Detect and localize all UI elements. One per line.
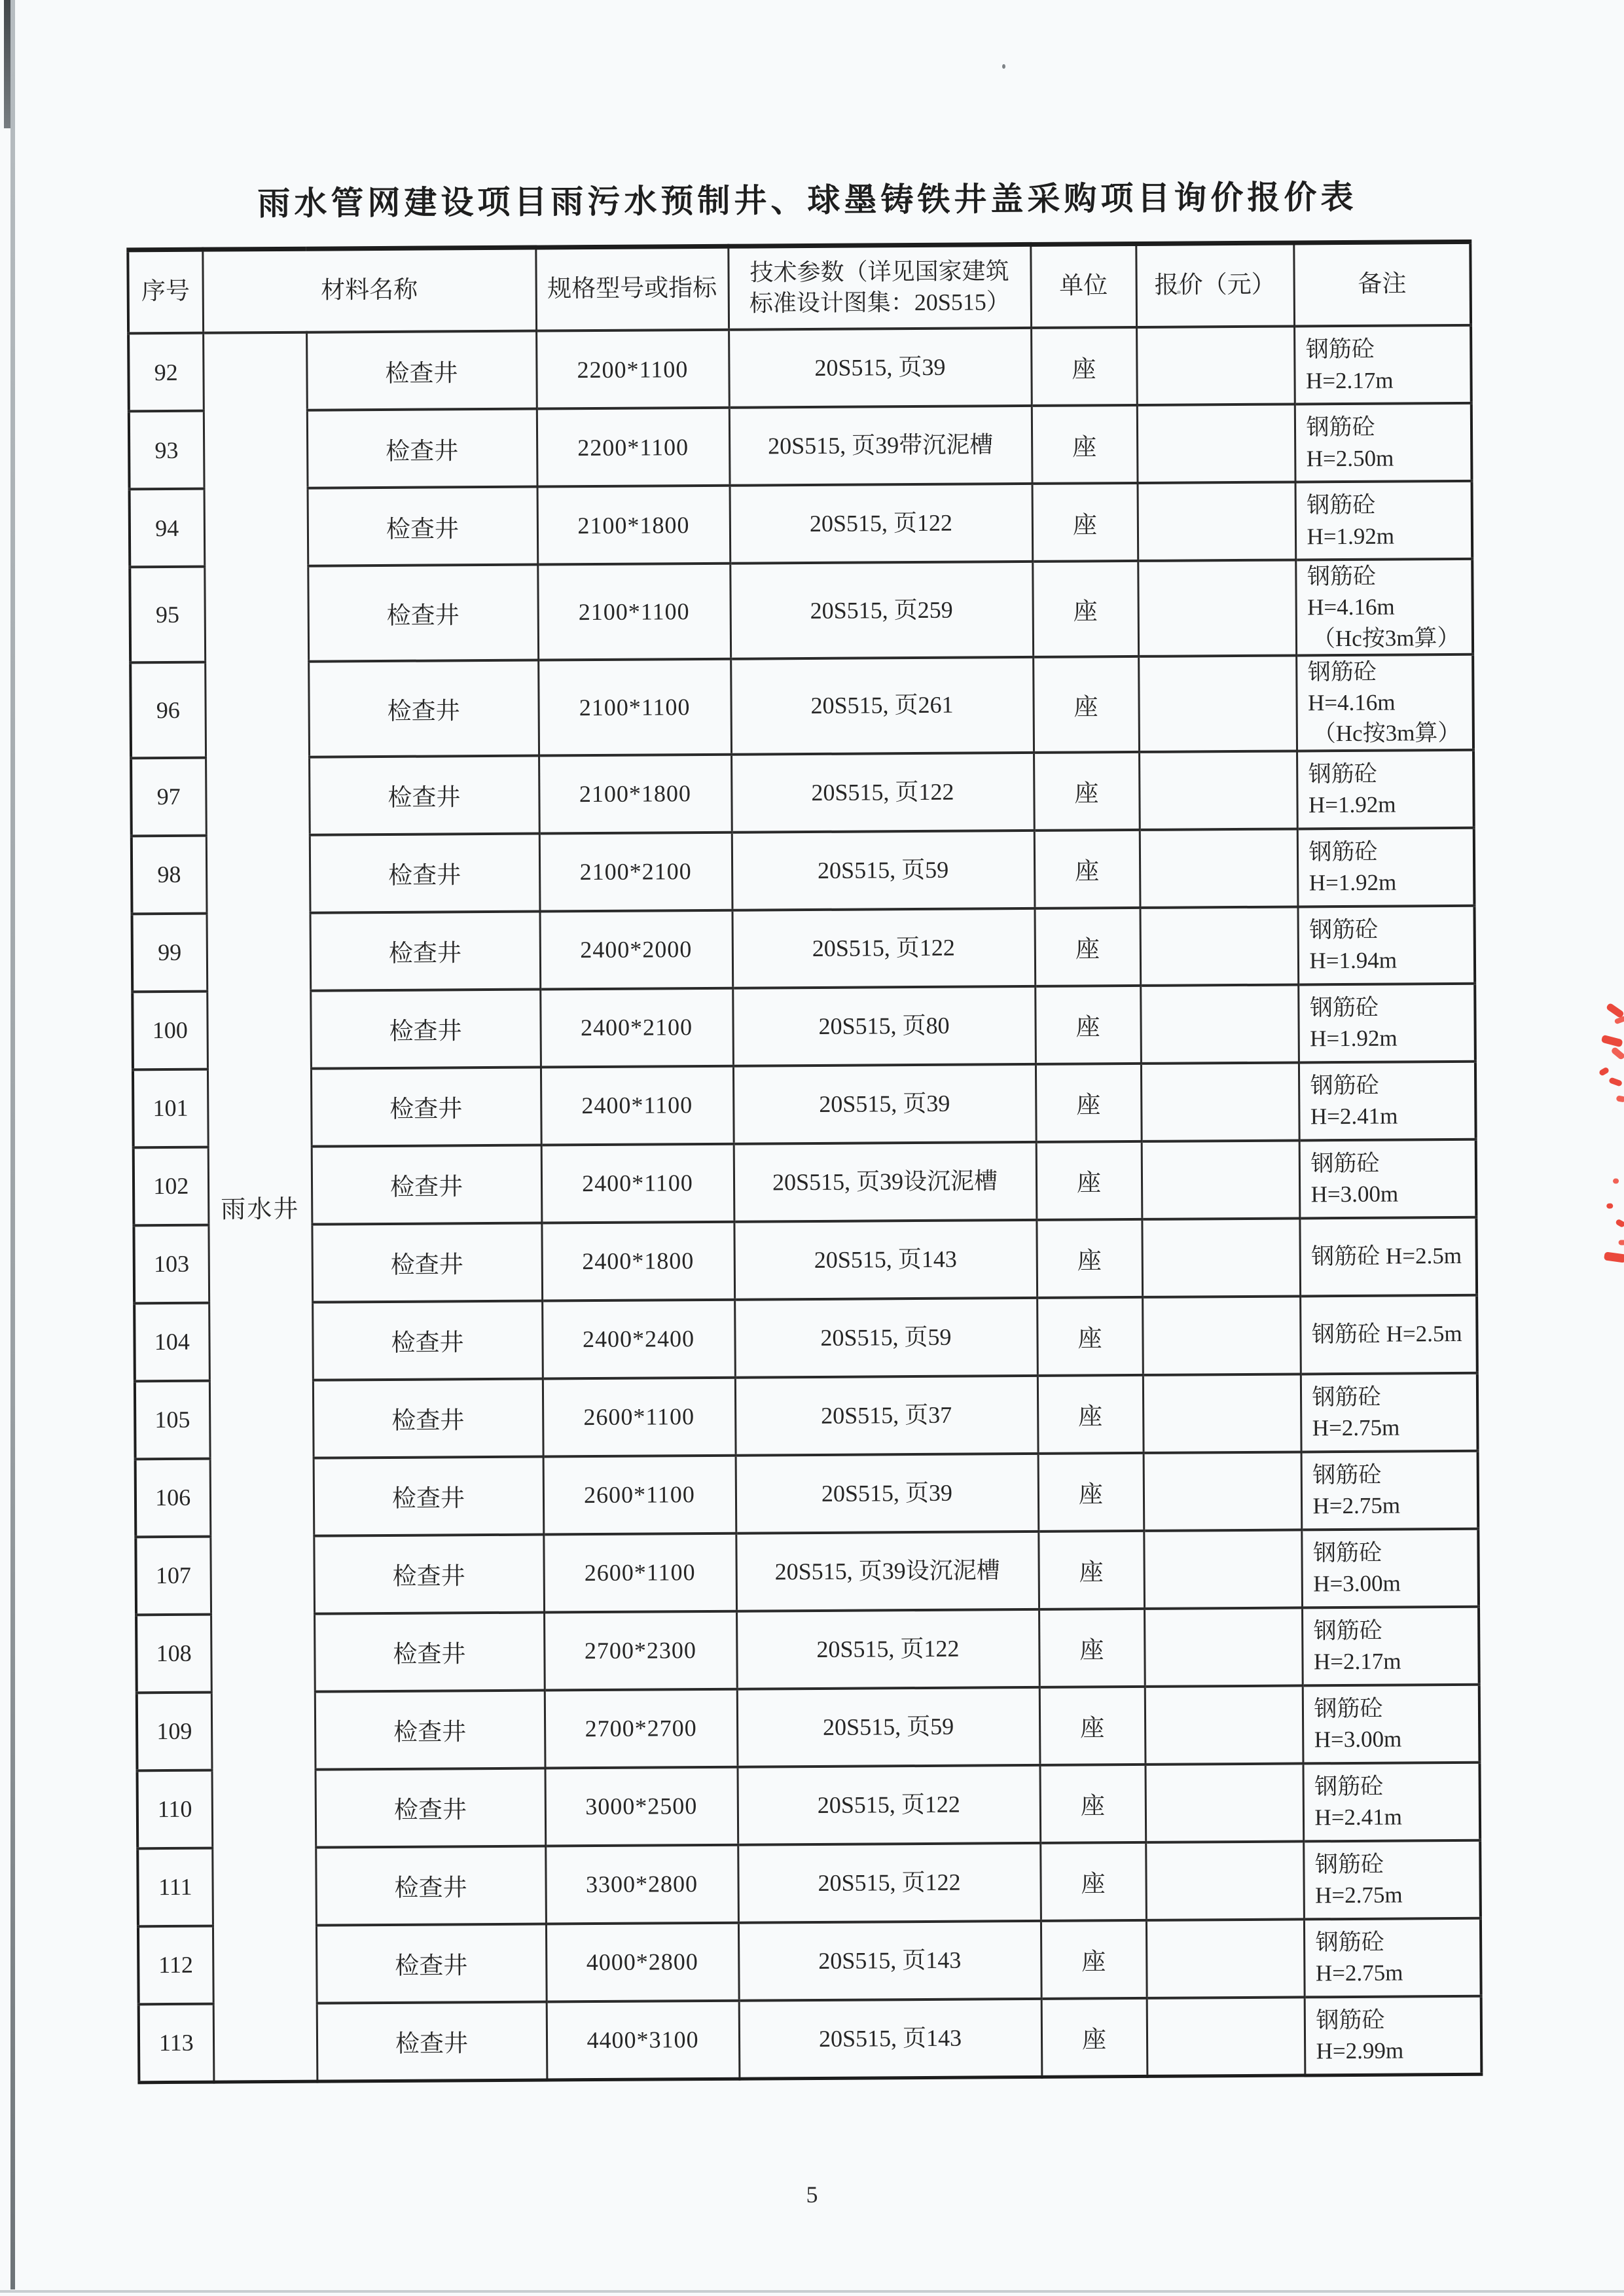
remark-cell <box>1295 559 1473 655</box>
remark-line-1: 钢筋砼 H=2.75m <box>1315 1929 1403 1986</box>
spec-cell: 2600*1100 <box>543 1455 736 1534</box>
spec-cell: 2400*2400 <box>542 1299 735 1378</box>
stamp-fragment <box>1598 1066 1610 1076</box>
table-row <box>132 827 1475 914</box>
tech-param-cell: 20S515, 页59 <box>737 1687 1040 1767</box>
remark-cell <box>1298 983 1475 1062</box>
row-index-cell: 102 <box>134 1147 209 1225</box>
unit-cell: 座 <box>1034 907 1140 986</box>
row-index-cell: 96 <box>130 662 206 757</box>
table-row <box>136 1606 1479 1693</box>
col-header-material: 材料名称 <box>202 247 536 333</box>
remark-cell <box>1295 403 1472 482</box>
material-name-cell: 检查井 <box>314 1456 544 1535</box>
remark-line-1: 钢筋砼 H=3.00m <box>1312 1539 1401 1597</box>
remark-line-1: 钢筋砼 H=2.5m <box>1311 1321 1462 1348</box>
unit-cell: 座 <box>1038 1374 1144 1453</box>
stamp-fragment <box>1619 1240 1624 1245</box>
remark-cell <box>1296 655 1473 751</box>
red-stamp-fragments <box>0 0 1618 5</box>
remark-cell <box>1297 905 1475 984</box>
spec-cell: 4000*2800 <box>546 1922 739 2001</box>
row-index-cell: 95 <box>130 567 205 662</box>
row-index-cell: 105 <box>135 1380 210 1459</box>
unit-cell: 座 <box>1039 1686 1146 1765</box>
price-cell <box>1138 655 1297 751</box>
material-name-cell: 检查井 <box>310 911 541 990</box>
col-header-price: 报价（元） <box>1136 243 1294 327</box>
remark-line-1: 钢筋砼 H=2.5m <box>1311 1243 1462 1270</box>
table-row <box>135 1450 1479 1537</box>
spec-cell: 2400*1800 <box>541 1221 734 1300</box>
remark-cell <box>1300 1295 1477 1374</box>
col-header-remark: 备注 <box>1293 242 1471 326</box>
spec-cell: 2100*1800 <box>537 486 731 565</box>
row-index-cell: 106 <box>135 1458 211 1537</box>
price-cell <box>1145 1763 1303 1842</box>
row-index-cell: 92 <box>128 333 204 412</box>
price-cell <box>1138 482 1296 560</box>
remark-line-1: 钢筋砼 H=3.00m <box>1314 1695 1402 1753</box>
spec-cell: 2700*2300 <box>544 1611 737 1690</box>
material-name-cell: 检查井 <box>310 833 540 912</box>
price-cell <box>1142 1218 1300 1297</box>
remark-line-2: （Hc按3m算） <box>1312 720 1461 747</box>
material-name-cell: 检查井 <box>308 565 538 662</box>
remark-line-1: 钢筋砼 H=4.16m <box>1307 658 1396 716</box>
price-cell <box>1145 1685 1303 1764</box>
table-row <box>130 655 1473 758</box>
unit-cell: 座 <box>1031 327 1137 406</box>
material-name-cell: 检查井 <box>312 1300 543 1380</box>
remark-line-1: 钢筋砼 H=2.41m <box>1310 1072 1398 1130</box>
spec-cell: 2700*2700 <box>545 1689 738 1768</box>
remark-cell <box>1301 1372 1478 1452</box>
spec-cell: 4400*3100 <box>547 2000 740 2079</box>
unit-cell: 座 <box>1041 1920 1147 1998</box>
table-row <box>128 325 1471 412</box>
price-cell <box>1144 1452 1302 1530</box>
price-cell <box>1136 326 1295 404</box>
table-row <box>134 1295 1477 1381</box>
unit-cell: 座 <box>1039 1764 1146 1842</box>
row-index-cell: 112 <box>138 1926 213 2004</box>
table-row <box>133 1061 1476 1147</box>
remark-line-1: 钢筋砼 H=1.92m <box>1307 492 1395 549</box>
remark-cell <box>1303 1840 1481 1919</box>
stamp-fragment <box>1610 1047 1624 1061</box>
unit-cell: 座 <box>1032 561 1138 657</box>
stamp-fragment <box>1608 1077 1623 1086</box>
remark-line-1: 钢筋砼 H=2.41m <box>1314 1773 1403 1831</box>
row-index-cell: 93 <box>129 411 204 490</box>
price-cell <box>1147 1997 1305 2076</box>
tech-param-cell: 20S515, 页39带沉泥槽 <box>729 406 1032 486</box>
table-row <box>137 1762 1481 1848</box>
remark-line-1: 钢筋砼 H=4.16m <box>1307 563 1395 620</box>
unit-cell: 座 <box>1038 1530 1144 1609</box>
unit-cell: 座 <box>1032 405 1138 484</box>
spec-cell: 3000*2500 <box>545 1767 738 1846</box>
row-index-cell: 111 <box>137 1848 213 1926</box>
table-row <box>130 559 1473 662</box>
material-name-cell: 检查井 <box>312 1223 542 1302</box>
price-cell <box>1142 1296 1301 1374</box>
table-row <box>132 905 1475 992</box>
table-row <box>137 1684 1480 1770</box>
tech-param-cell: 20S515, 页59 <box>732 830 1035 910</box>
remark-line-1: 钢筋砼 H=2.50m <box>1306 414 1394 471</box>
price-cell <box>1146 1841 1304 1920</box>
remark-cell <box>1299 1217 1477 1296</box>
price-cell <box>1137 404 1295 482</box>
material-name-cell: 检查井 <box>309 755 539 834</box>
stamp-fragment <box>1613 1178 1619 1183</box>
remark-line-1: 钢筋砼 H=3.00m <box>1310 1150 1399 1208</box>
price-cell <box>1139 751 1297 829</box>
col-header-unit: 单位 <box>1030 243 1136 327</box>
remark-line-1: 钢筋砼 H=1.94m <box>1309 916 1398 974</box>
tech-param-cell: 20S515, 页143 <box>734 1219 1037 1299</box>
unit-cell: 座 <box>1036 1141 1142 1219</box>
remark-line-1: 钢筋砼 H=1.92m <box>1308 838 1397 896</box>
table-row <box>138 1918 1481 2004</box>
tech-param-cell: 20S515, 页37 <box>735 1375 1038 1455</box>
tech-param-cell: 20S515, 页122 <box>736 1609 1039 1689</box>
remark-cell <box>1304 1918 1481 1997</box>
stamp-fragment <box>1606 1204 1613 1209</box>
remark-cell <box>1305 1996 1482 2075</box>
row-index-cell: 101 <box>133 1069 208 1147</box>
remark-line-1: 钢筋砼 H=2.75m <box>1312 1384 1400 1441</box>
material-name-cell: 检查井 <box>306 331 537 410</box>
row-index-cell: 94 <box>130 489 205 567</box>
remark-line-1: 钢筋砼 H=1.92m <box>1309 994 1398 1052</box>
unit-cell: 座 <box>1036 1063 1142 1141</box>
spec-cell: 2200*1100 <box>536 330 729 409</box>
table-row <box>130 481 1473 567</box>
table-row <box>131 749 1474 836</box>
unit-cell: 座 <box>1040 1842 1146 1920</box>
material-name-cell: 检查井 <box>314 1534 544 1613</box>
col-header-tech: 技术参数（详见国家建筑标准设计图集：20S515） <box>728 244 1031 329</box>
material-name-cell: 检查井 <box>315 1690 545 1769</box>
col-header-index: 序号 <box>128 249 203 333</box>
material-name-cell: 检查井 <box>313 1378 543 1458</box>
remark-cell <box>1303 1684 1480 1763</box>
table-row <box>137 1840 1481 1926</box>
material-name-cell: 检查井 <box>312 1145 542 1224</box>
unit-cell: 座 <box>1038 1452 1144 1531</box>
remark-line-1: 钢筋砼 H=1.92m <box>1308 761 1396 818</box>
remark-cell <box>1302 1606 1479 1685</box>
remark-line-1: 钢筋砼 H=2.99m <box>1316 2007 1404 2064</box>
material-name-cell: 检查井 <box>311 1067 541 1146</box>
tech-param-cell: 20S515, 页80 <box>732 986 1036 1066</box>
remark-line-1: 钢筋砼 H=2.17m <box>1313 1617 1401 1675</box>
stamp-fragment <box>1615 1219 1624 1229</box>
table-row <box>135 1372 1478 1459</box>
material-name-cell: 检查井 <box>316 1846 546 1925</box>
price-cell <box>1146 1919 1305 1998</box>
spec-cell: 2100*2100 <box>539 832 732 911</box>
row-index-cell: 108 <box>136 1614 211 1693</box>
tech-param-cell: 20S515, 页39 <box>736 1453 1039 1533</box>
unit-cell: 座 <box>1036 1219 1142 1297</box>
tech-param-cell: 20S515, 页39 <box>733 1064 1036 1143</box>
row-index-cell: 109 <box>137 1692 212 1770</box>
table-row <box>134 1139 1477 1225</box>
spec-cell: 3300*2800 <box>545 1844 738 1924</box>
table-row <box>139 1996 1482 2082</box>
header-row <box>128 242 1471 333</box>
material-name-cell: 检查井 <box>310 989 541 1068</box>
unit-cell: 座 <box>1033 656 1139 753</box>
row-index-cell: 97 <box>131 757 206 836</box>
table-row <box>134 1217 1477 1303</box>
price-cell <box>1140 984 1299 1063</box>
tech-param-cell: 20S515, 页143 <box>738 1920 1041 2000</box>
unit-cell: 座 <box>1032 483 1138 562</box>
remark-cell <box>1295 481 1473 560</box>
table-row <box>132 983 1475 1069</box>
material-name-cell: 检查井 <box>308 487 538 566</box>
material-name-cell: 检查井 <box>307 409 537 488</box>
price-cell <box>1140 829 1298 907</box>
unit-cell: 座 <box>1035 985 1141 1064</box>
tech-param-cell: 20S515, 页122 <box>738 1842 1041 1922</box>
row-index-cell: 104 <box>134 1302 209 1381</box>
unit-cell: 座 <box>1039 1608 1145 1687</box>
row-index-cell: 99 <box>132 913 208 992</box>
table-row <box>135 1528 1479 1615</box>
material-name-cell: 检查井 <box>316 1924 547 2003</box>
spec-cell: 2100*1800 <box>539 754 732 833</box>
unit-cell: 座 <box>1034 751 1140 830</box>
material-name-cell: 检查井 <box>315 1768 545 1847</box>
tech-param-cell: 20S515, 页59 <box>734 1297 1038 1377</box>
price-cell <box>1144 1530 1302 1608</box>
material-name-cell: 检查井 <box>314 1612 545 1691</box>
row-index-cell: 98 <box>132 835 207 914</box>
quotation-table <box>126 240 1483 2084</box>
price-cell <box>1141 1062 1299 1141</box>
remark-cell <box>1297 827 1475 906</box>
tech-param-cell: 20S515, 页261 <box>731 657 1034 755</box>
price-cell <box>1142 1140 1300 1219</box>
spec-cell: 2400*1100 <box>541 1143 734 1223</box>
price-cell <box>1144 1607 1303 1686</box>
tech-param-cell: 20S515, 页122 <box>737 1765 1040 1844</box>
spec-cell: 2600*1100 <box>543 1377 736 1456</box>
material-name-cell: 检查井 <box>308 660 539 757</box>
page-title: 雨水管网建设项目雨污水预制井、球墨铸铁井盖采购项目询价报价表 <box>257 178 1358 223</box>
tech-param-cell: 20S515, 页39设沉泥槽 <box>736 1531 1039 1611</box>
remark-cell <box>1294 325 1471 404</box>
material-name-cell: 检查井 <box>317 2001 547 2081</box>
spec-cell: 2100*1100 <box>538 659 731 756</box>
remark-line-1: 钢筋砼 H=2.75m <box>1314 1851 1403 1909</box>
unit-cell: 座 <box>1037 1297 1143 1375</box>
row-index-cell: 107 <box>135 1536 211 1615</box>
material-group-cell: 雨水井 <box>203 332 317 2082</box>
stamp-fragment <box>1601 1035 1623 1048</box>
tech-param-cell: 20S515, 页122 <box>731 752 1034 832</box>
spec-cell: 2400*1100 <box>541 1066 734 1145</box>
col-header-spec: 规格型号或指标 <box>535 246 729 331</box>
remark-cell <box>1299 1139 1477 1218</box>
stamp-fragment <box>1614 1016 1624 1025</box>
remark-line-2: （Hc按3m算） <box>1312 624 1460 651</box>
price-cell <box>1143 1374 1301 1452</box>
remark-line-1: 钢筋砼 H=2.75m <box>1312 1462 1401 1519</box>
table-row <box>129 403 1472 490</box>
tech-param-cell: 20S515, 页39 <box>729 328 1032 408</box>
spec-cell: 2600*1100 <box>543 1533 736 1612</box>
remark-cell <box>1301 1528 1479 1607</box>
row-index-cell: 110 <box>137 1770 213 1848</box>
spec-cell: 2100*1100 <box>537 564 731 660</box>
remark-cell <box>1303 1762 1480 1841</box>
spec-cell: 2400*2100 <box>540 988 733 1067</box>
tech-param-cell: 20S515, 页259 <box>730 562 1033 659</box>
row-index-cell: 113 <box>139 2003 214 2082</box>
remark-cell <box>1301 1450 1479 1530</box>
unit-cell: 座 <box>1034 829 1140 908</box>
price-cell <box>1140 906 1298 985</box>
remark-cell <box>1297 749 1474 829</box>
remark-cell <box>1299 1061 1476 1140</box>
stamp-fragment <box>1616 1095 1624 1102</box>
tech-param-cell: 20S515, 页143 <box>739 1998 1042 2078</box>
spec-cell: 2200*1100 <box>537 408 730 487</box>
remark-line-1: 钢筋砼 H=2.17m <box>1305 336 1394 393</box>
price-cell <box>1138 560 1296 656</box>
page-number: 5 <box>806 2181 818 2208</box>
row-index-cell: 100 <box>132 991 208 1069</box>
tech-param-cell: 20S515, 页122 <box>732 908 1035 988</box>
tech-param-cell: 20S515, 页39设沉泥槽 <box>734 1141 1037 1221</box>
stamp-fragment <box>1604 1251 1624 1263</box>
unit-cell: 座 <box>1041 1998 1147 2076</box>
row-index-cell: 103 <box>134 1225 209 1303</box>
spec-cell: 2400*2000 <box>539 910 732 989</box>
tech-param-cell: 20S515, 页122 <box>730 484 1033 564</box>
